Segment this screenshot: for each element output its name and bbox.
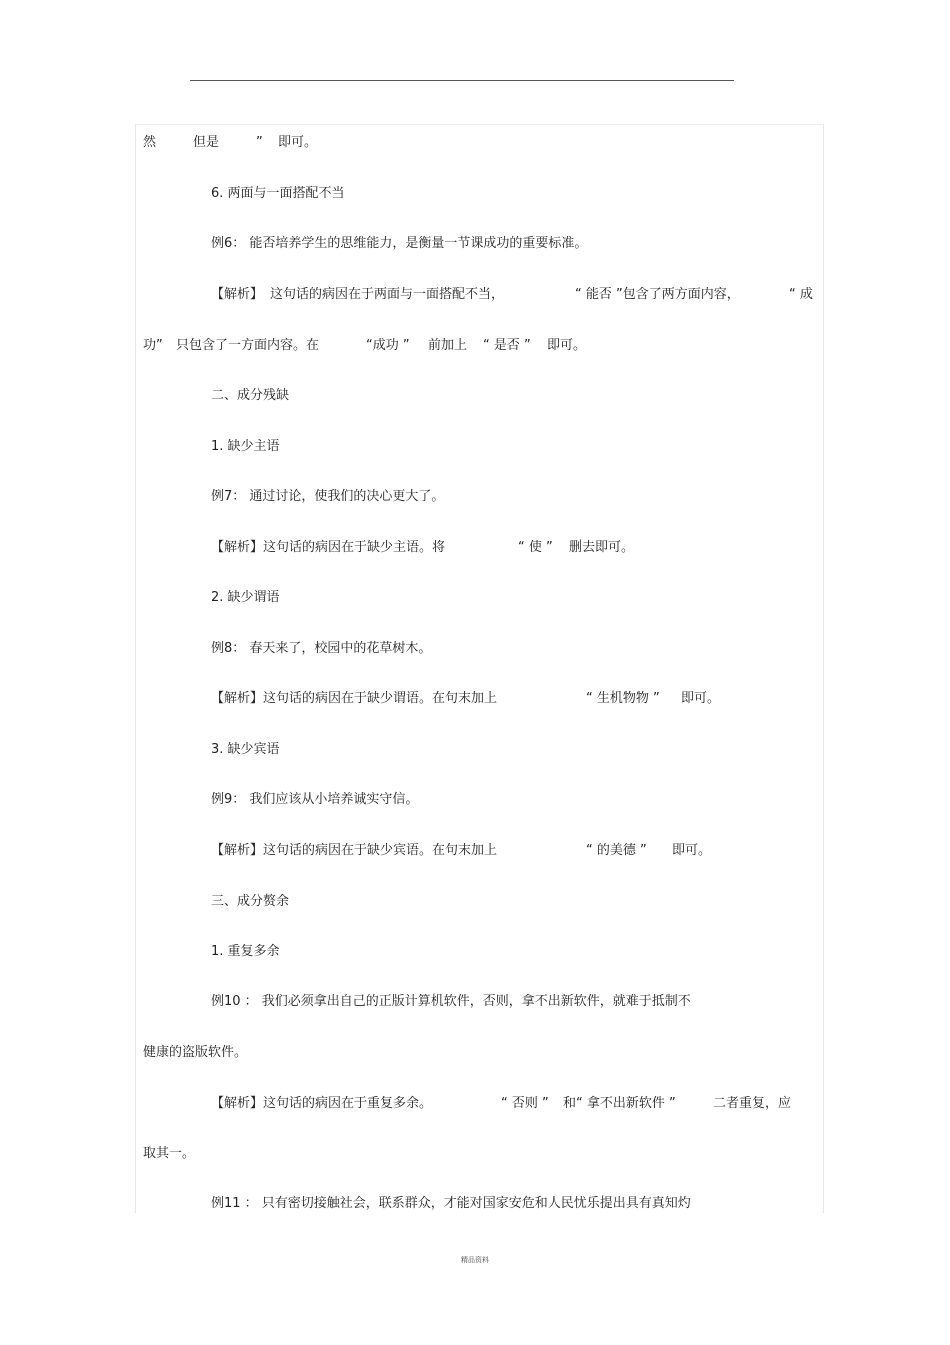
example-line: 例8： 春天来了，校园中的花草树木。 <box>211 641 432 656</box>
analysis-line: 取其一。 <box>143 1146 196 1161</box>
example-line: 例11 ： 只有密切接触社会，联系群众，才能对国家安危和人民忧乐提出具有真知灼 <box>211 1196 691 1211</box>
section-heading: 二、成分残缺 <box>211 388 290 403</box>
example-line: 例6： 能否培养学生的思维能力，是衡量一节课成功的重要标准。 <box>211 236 588 251</box>
analysis-line: 【解析】这句话的病因在于缺少谓语。在句末加上 “ 生机物物 ” 即可。 <box>211 691 721 706</box>
analysis-line: 【解析】这句话的病因在于缺少主语。将 “ 使 ” 删去即可。 <box>211 540 635 555</box>
text-line: 然 但是 ” 即可。 <box>143 135 318 150</box>
subsection-heading: 2. 缺少谓语 <box>211 590 280 605</box>
example-line: 健康的盗版软件。 <box>143 1045 248 1060</box>
subsection-heading: 3. 缺少宾语 <box>211 742 280 757</box>
header-rule <box>190 80 734 81</box>
example-line: 例10 ： 我们必须拿出自己的正版计算机软件，否则，拿不出新软件，就难于抵制不 <box>211 994 691 1009</box>
analysis-line: 【解析】 这句话的病因在于两面与一面搭配不当， “ 能否 ”包含了两方面内容， “ 成 <box>211 287 813 302</box>
subsection-heading: 1. 重复多余 <box>211 944 280 959</box>
analysis-line: 【解析】这句话的病因在于缺少宾语。在句末加上 “ 的美德 ” 即可。 <box>211 843 712 858</box>
analysis-line: 功” 只包含了一方面内容。在 “成功 ” 前加上 “ 是否 ” 即可。 <box>143 338 587 353</box>
example-line: 例9： 我们应该从小培养诚实守信。 <box>211 792 419 807</box>
analysis-line: 【解析】这句话的病因在于重复多余。 “ 否则 ” 和“ 拿不出新软件 ” 二者重复，应 <box>211 1096 792 1111</box>
section-heading: 6. 两面与一面搭配不当 <box>211 186 345 201</box>
subsection-heading: 1. 缺少主语 <box>211 439 280 454</box>
section-heading: 三、成分赘余 <box>211 894 290 909</box>
page-footer: 精品资料 <box>461 1256 489 1264</box>
example-line: 例7： 通过讨论，使我们的决心更大了。 <box>211 489 445 504</box>
